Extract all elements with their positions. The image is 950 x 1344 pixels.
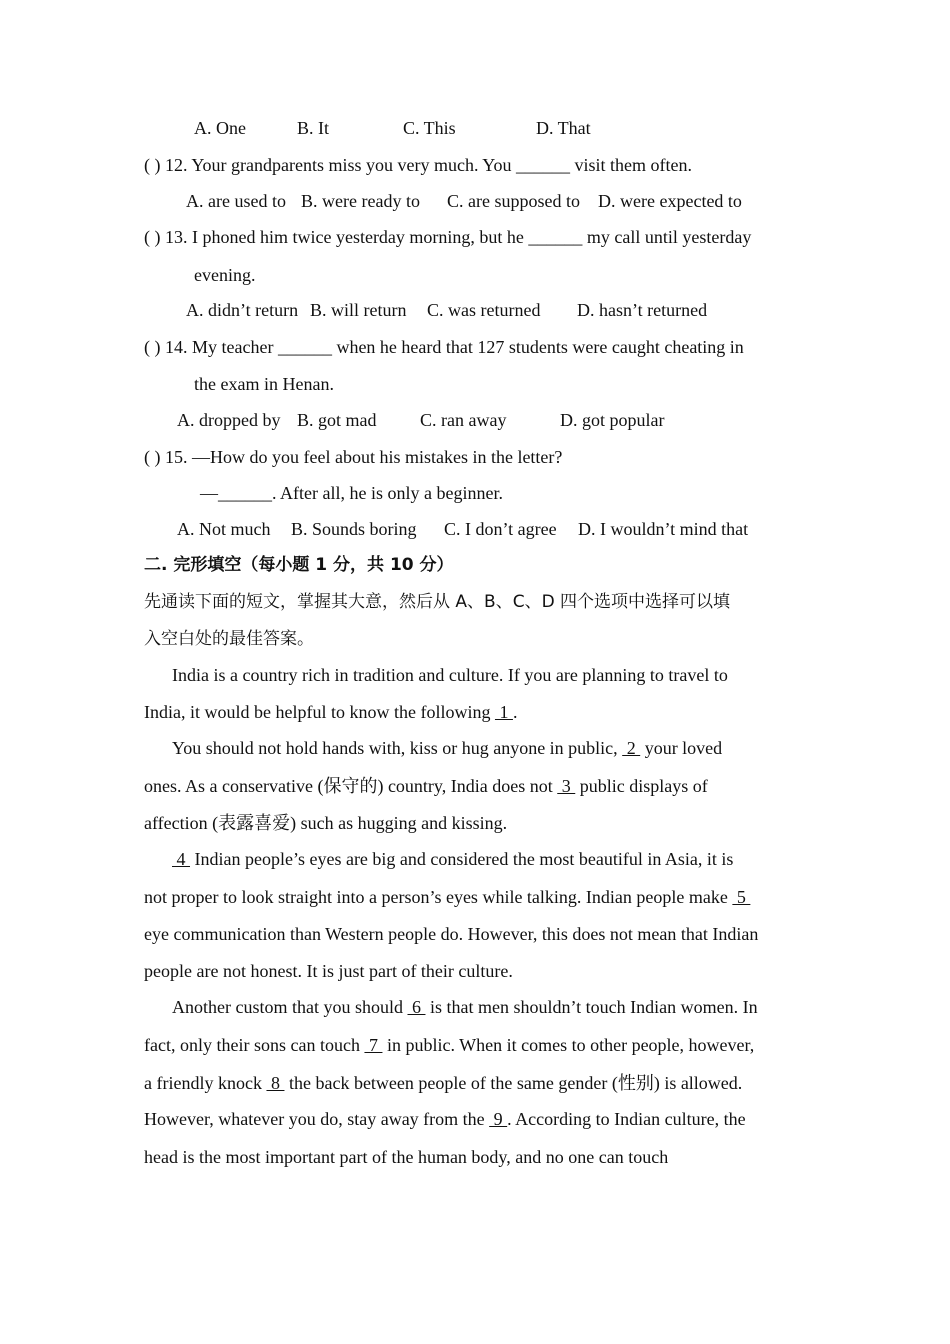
passage-line: India is a country rich in tradition and culture. If you are planning to travel to xyxy=(172,665,728,685)
q12-stem: ( ) 12. Your grandparents miss you very much. You ______ visit them often. xyxy=(144,155,692,175)
q14-option-d: D. got popular xyxy=(560,410,665,430)
passage-line: You should not hold hands with, kiss or hug anyone in public, 2 your loved xyxy=(172,738,723,758)
q12-option-d: D. were expected to xyxy=(598,191,742,211)
q13-option-b: B. will return xyxy=(310,300,407,320)
passage-line: India, it would be helpful to know the following 1 . xyxy=(144,702,518,722)
blank-1: 1 xyxy=(494,702,513,722)
q14-option-b: B. got mad xyxy=(297,410,377,430)
q14-option-c: C. ran away xyxy=(420,410,507,430)
q15-option-d: D. I wouldn’t mind that xyxy=(578,519,749,539)
q15-reply: —______. After all, he is only a beginner. xyxy=(200,483,503,503)
passage-line: fact, only their sons can touch 7 in public. When it comes to other people, however, xyxy=(144,1035,755,1055)
q12-option-b: B. were ready to xyxy=(301,191,420,211)
q13-stem: ( ) 13. I phoned him twice yesterday morning, but he ______ my call until yesterday xyxy=(144,227,752,247)
passage-line: 4 Indian people’s eyes are big and considered the most beautiful in Asia, it is xyxy=(172,849,734,869)
q13-stem-continued: evening. xyxy=(194,265,256,285)
passage-line: However, whatever you do, stay away from the 9 . According to Indian culture, the xyxy=(144,1109,746,1129)
passage-line: eye communication than Western people do. However, this does not mean that Indian xyxy=(144,924,759,944)
blank-5: 5 xyxy=(732,887,751,907)
q13-option-d: D. hasn’t returned xyxy=(577,300,708,320)
blank-7: 7 xyxy=(364,1035,383,1055)
passage-line: affection (表露喜爱) such as hugging and kissing. xyxy=(144,813,508,833)
q13-option-c: C. was returned xyxy=(427,300,541,320)
passage-line: a friendly knock 8 the back between people of the same gender (性别) is allowed. xyxy=(144,1073,743,1093)
passage-line: not proper to look straight into a person’s eyes while talking. Indian people make 5 xyxy=(144,887,751,907)
q15-option-b: B. Sounds boring xyxy=(291,519,417,539)
blank-3: 3 xyxy=(557,776,576,796)
blank-4: 4 xyxy=(172,849,190,869)
passage-line: Another custom that you should 6 is that men shouldn’t touch Indian women. In xyxy=(172,997,758,1017)
q12-option-c: C. are supposed to xyxy=(447,191,580,211)
blank-9: 9 xyxy=(489,1109,508,1129)
q15-option-c: C. I don’t agree xyxy=(444,519,557,539)
blank-8: 8 xyxy=(266,1073,285,1093)
q11-option-d: D. That xyxy=(536,118,591,138)
q14-stem-continued: the exam in Henan. xyxy=(194,374,334,394)
passage-line: ones. As a conservative (保守的) country, India does not 3 public displays of xyxy=(144,776,708,796)
q11-option-a: A. One xyxy=(194,118,246,138)
q15-option-a: A. Not much xyxy=(177,519,271,539)
q11-option-b: B. It xyxy=(297,118,330,138)
blank-6: 6 xyxy=(407,997,426,1017)
passage-line: head is the most important part of the human body, and no one can touch xyxy=(144,1147,669,1167)
section-heading: 二. 完形填空（每小题 1 分，共 10 分） xyxy=(144,555,454,575)
q11-option-c: C. This xyxy=(403,118,456,138)
q14-option-a: A. dropped by xyxy=(177,410,281,430)
q15-stem: ( ) 15. —How do you feel about his mistakes in the letter? xyxy=(144,447,563,467)
blank-2: 2 xyxy=(622,738,641,758)
q12-option-a: A. are used to xyxy=(186,191,286,211)
q14-stem: ( ) 14. My teacher ______ when he heard that 127 students were caught cheating in xyxy=(144,337,744,357)
section-instruction-line1: 先通读下面的短文，掌握其大意，然后从 A、B、C、D 四个选项中选择可以填 xyxy=(144,592,731,612)
section-instruction-line2: 入空白处的最佳答案。 xyxy=(144,629,314,649)
passage-line: people are not honest. It is just part of their culture. xyxy=(144,961,513,981)
q13-option-a: A. didn’t return xyxy=(186,300,299,320)
